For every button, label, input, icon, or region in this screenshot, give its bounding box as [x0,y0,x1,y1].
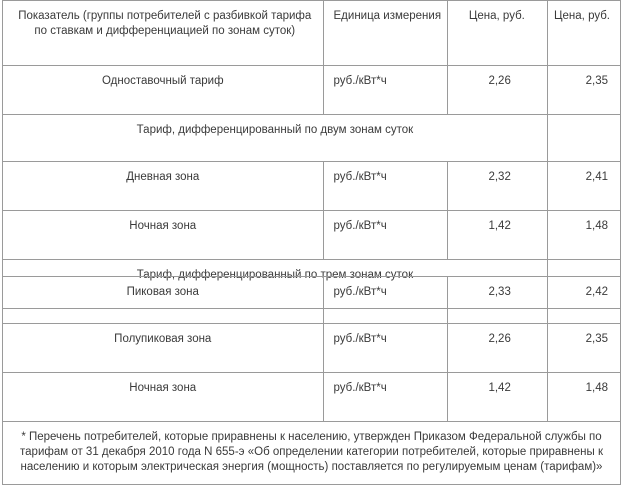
row-price-1: 2,26 [447,324,547,373]
header-row [3,1,621,66]
empty-cell [547,115,620,162]
header-price-2: Цена, руб. [547,1,620,66]
table-row [3,373,621,422]
tariff-table-bottom [2,276,621,485]
tariff-table-top [2,0,621,309]
header-price-1: Цена, руб. [447,1,547,66]
row-price-2: 2,42 [547,277,620,324]
header-unit: Единица измерения [323,1,447,66]
row-price-2: 2,35 [547,324,620,373]
table-row [3,277,621,324]
row-label: Ночная зона [3,373,324,422]
table-row [3,324,621,373]
row-unit: руб./кВт*ч [323,324,447,373]
row-label: Полупиковая зона [3,324,324,373]
row-unit: руб./кВт*ч [323,277,447,324]
header-indicator: Показатель (группы потребителей с разбивкой тарифа по ставкам и дифференциацией по зонам суток) [3,1,324,66]
row-price-1: 2,32 [447,162,547,211]
row-price-2: 1,48 [547,373,620,422]
footnote-row [3,422,621,485]
row-unit: руб./кВт*ч [323,211,447,260]
row-unit: руб./кВт*ч [323,373,447,422]
row-price-2: 2,41 [547,162,620,211]
row-price-1: 2,33 [447,277,547,324]
row-unit: руб./кВт*ч [323,162,447,211]
row-label: Одноставочный тариф [3,66,324,115]
table-row [3,66,621,115]
row-price-1: 1,42 [447,373,547,422]
row-price-1: 2,26 [447,66,547,115]
footnote: * Перечень потребителей, которые приравнены к населению, утвержден Приказом Федеральной службы по тарифам от 31 декабря 2010 года N 655-э «Об определении категории потребителей, которые приравнены к населению и которым электрическая энергия (мощность) поставляется по регулируемым ценам (тарифам)» [3,422,621,485]
row-price-2: 1,48 [547,211,620,260]
row-price-2: 2,35 [547,66,620,115]
section-row [3,115,621,162]
row-label: Дневная зона [3,162,324,211]
section-title-three-zone: Тариф, дифференцированный по трем зонам суток [3,260,548,309]
row-label: Пиковая зона [3,277,324,324]
row-price-1: 1,42 [447,211,547,260]
row-label: Ночная зона [3,211,324,260]
table-row [3,162,621,211]
section-title-two-zone: Тариф, дифференцированный по двум зонам суток [3,115,548,162]
row-unit: руб./кВт*ч [323,66,447,115]
table-row [3,211,621,260]
